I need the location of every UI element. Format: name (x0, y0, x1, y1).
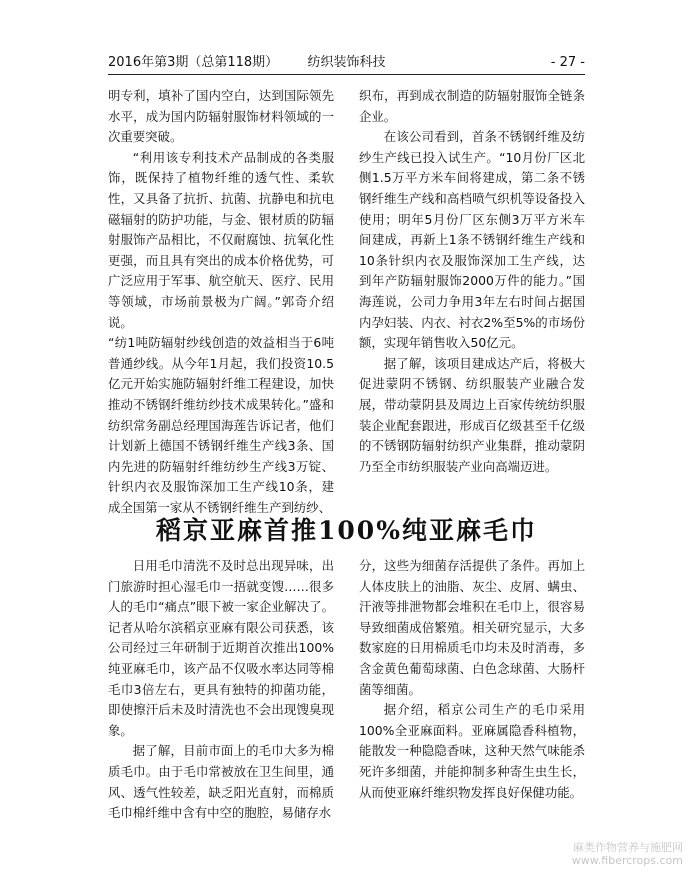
paragraph: “纺1吨防辐射纱线创造的效益相当于6吨普通纱线。从今年1月起，我们投资10.5亿元开始实施防辐射纤维工程建设，加快推动不锈钢纤维纺纱技术成果转化。”盛和纺织常务副总经理国海莲告诉记者，他们计划新上德国不锈钢纤维生产线3条、国内先进的防辐射纤维纺纱生产线3万锭、针织内衣及服饰深加工生产线10条，建成全国第一家从不锈钢纤维生产到纺纱、 (108, 335, 334, 515)
paragraph: “利用该专利技术产品制成的各类服饰，既保持了植物纤维的透气性、柔软性，又具备了抗折、抗菌、抗静电和抗电磁辐射的防护功能，与金、银材质的防辐射服饰产品相比，不仅耐腐蚀、抗氧化性更强，而且具有突出的成本价格优势，可广泛应用于军事、航空航天、医疗、民用等领域，市场前景极为广阔。”郭奇介绍说。 (108, 149, 334, 330)
paragraph: 据了解，该项目建成达产后，将极大促进蒙阴不锈钢、纺织服装产业融合发展，带动蒙阴县及周边上百家传统纺织服装企业配套跟进，形成百亿级甚至千亿级的不锈钢防辐射纺织产业集群，推动蒙阴乃至全市纺织服装产业向高端迈进。 (359, 355, 585, 474)
paragraph: 据介绍，稻京公司生产的毛巾采用100%全亚麻面料。亚麻属隐香科植物，能散发一种隐隐香味，这种天然气味能杀死许多细菌，并能抑制多种寄生虫生长，从而使亚麻纤维织物发挥良好保健功能。 (359, 702, 585, 800)
paragraph: 织布，再到成衣制造的防辐射服饰全链条企业。 (359, 88, 585, 124)
article1-left-column (108, 86, 334, 518)
page-header (108, 50, 585, 75)
paragraph: 分，这些为细菌存活提供了条件。再加上人体皮肤上的油脂、灰尘、皮屑、螨虫、汗液等排泄物都会堆积在毛巾上，很容易导致细菌成倍繁殖。相关研究显示，大多数家庭的日用棉质毛巾均未及时消毒，多含金黄色葡萄球菌、白色念球菌、大肠杆菌等细菌。 (359, 558, 585, 697)
article2-left-column (108, 556, 334, 824)
watermark-title: 麻类作物营养与施肥网 (573, 841, 683, 854)
paragraph: 据了解，目前市面上的毛巾大多为棉质毛巾。由于毛巾常被放在卫生间里，通风、透气性较差，缺乏阳光直射，而棉质毛巾棉纤维中含有中空的胞腔，易储存水 (108, 743, 334, 821)
watermark-url: www.fibercrops.com (571, 854, 683, 867)
page-number: - 27 - (550, 55, 585, 70)
issue-info: 2016年第3期（总第118期） (108, 55, 279, 70)
paragraph: 在该公司看到，首条不锈钢纤维及纺纱生产线已投入试生产。“10月份厂区北侧1.5万平方米车间将建成，第二条不锈钢纤维生产线和高档喷气织机等设备投入使用；明年5月份厂区东侧3万平方米车间建成，再新上1条不锈钢纤维生产线和10条针织内衣及服饰深加工生产线，达到年产防辐射服饰2000万件的能力。”国海莲说，公司力争用3年左右时间占据国内孕妇装、内衣、衬衣2%至5%的市场份额，实现年销售收入50亿元。 (359, 129, 585, 351)
journal-name: 纺织装饰科技 (307, 55, 386, 70)
article2-right-column (359, 556, 585, 803)
article-headline: 稻京亚麻首推100%纯亚麻毛巾 (156, 516, 537, 545)
article1-right-column (359, 86, 585, 477)
paragraph: 日用毛巾清洗不及时总出现异味，出门旅游时担心湿毛巾一捂就变馊……很多人的毛巾“痛点”眼下被一家企业解决了。记者从哈尔滨稻京亚麻有限公司获悉，该公司经过三年研制于近期首次推出100%纯亚麻毛巾，该产品不仅吸水率达同等棉毛巾3倍左右，更具有独特的抑菌功能，即使擦汗后未及时清洗也不会出现馊臭现象。 (108, 558, 334, 738)
paragraph: 明专利，填补了国内空白，达到国际领先水平，成为国内防辐射服饰材料领域的一次重要突破。 (108, 88, 334, 145)
watermark (572, 841, 683, 867)
